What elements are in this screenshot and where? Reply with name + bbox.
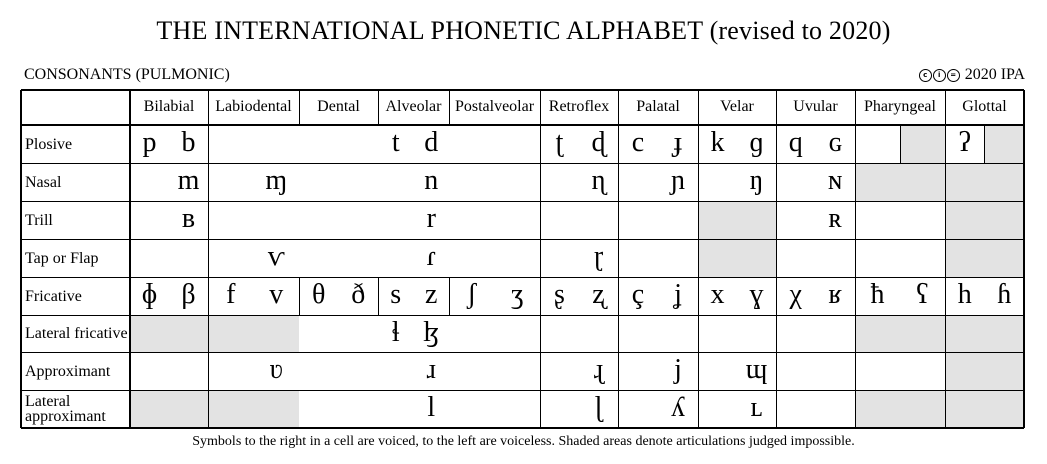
- chart-footnote: Symbols to the right in a cell are voiced, to the left are voiceless. Shaded areas denote articulations judged impossible.: [192, 434, 855, 449]
- voiced-symbol: ʀ: [828, 203, 843, 234]
- voiced-symbol: ɹ: [426, 354, 436, 385]
- voiced-symbol: m: [177, 165, 200, 196]
- voiced-symbol: ɮ: [423, 317, 440, 348]
- voiceless-symbol: ɬ: [391, 317, 400, 348]
- creative-commons-icon: c i =: [919, 69, 960, 82]
- impossible-articulation-shade: [985, 125, 1025, 163]
- voiced-symbol: d: [424, 127, 439, 158]
- grid-line: [129, 90, 131, 428]
- voiced-symbol: ʁ: [828, 279, 843, 310]
- impossible-articulation-shade: [945, 201, 1024, 239]
- copyright-notice: [919, 66, 1025, 84]
- row-label-nasal: Nasal: [25, 173, 62, 191]
- column-header-labiodental: Labiodental: [215, 98, 292, 115]
- grid-line: [21, 277, 1024, 278]
- impossible-articulation-shade: [945, 163, 1024, 201]
- voiceless-symbol: ʈ: [555, 127, 564, 158]
- voiced-symbol: z: [425, 279, 438, 310]
- row-label-approximant: Approximant: [25, 362, 111, 380]
- grid-line: [21, 390, 1024, 391]
- impossible-articulation-shade: [698, 201, 776, 239]
- column-header-pharyngeal: Pharyngeal: [864, 98, 936, 115]
- voiced-symbol: r: [426, 203, 436, 234]
- column-header-dental: Dental: [317, 98, 360, 115]
- impossible-articulation-shade: [208, 390, 299, 428]
- grid-line: [21, 124, 1024, 126]
- voiced-symbol: ʒ: [511, 279, 524, 310]
- grid-line: [378, 277, 379, 315]
- impossible-articulation-shade: [855, 390, 945, 428]
- row-label-fricative: Fricative: [25, 287, 82, 305]
- impossible-articulation-shade: [945, 390, 1024, 428]
- grid-line: [21, 89, 1024, 91]
- voiceless-symbol: s: [390, 279, 402, 310]
- impossible-articulation-shade: [945, 352, 1024, 390]
- voiced-symbol: ʙ: [181, 203, 196, 234]
- impossible-articulation-shade: [130, 315, 208, 352]
- grid-line: [21, 427, 1024, 429]
- impossible-articulation-shade: [208, 315, 299, 352]
- grid-line: [299, 90, 300, 125]
- voiced-symbol: ɴ: [828, 165, 843, 196]
- grid-line: [945, 90, 946, 428]
- grid-line: [1023, 90, 1025, 428]
- voiced-symbol: ɰ: [745, 354, 768, 385]
- voiced-symbol: ɾ: [426, 241, 436, 272]
- grid-line: [984, 125, 985, 163]
- voiceless-symbol: χ: [789, 279, 802, 310]
- voiced-symbol: ɦ: [997, 279, 1012, 310]
- voiced-symbol: β: [181, 279, 196, 310]
- column-header-velar: Velar: [720, 98, 754, 115]
- column-header-bilabial: Bilabial: [143, 98, 195, 115]
- voiceless-symbol: θ: [312, 279, 326, 310]
- voiced-symbol: n: [424, 165, 439, 196]
- voiced-symbol: ɡ: [749, 127, 764, 158]
- row-label-trill: Trill: [25, 211, 53, 229]
- row-label-plosive: Plosive: [25, 135, 73, 153]
- grid-line: [855, 90, 856, 428]
- row-label-lateral-approximant: Lateral approximant: [25, 393, 106, 425]
- grid-line: [618, 90, 619, 428]
- voiceless-symbol: ç: [631, 279, 645, 310]
- voiced-symbol: ʐ: [592, 279, 605, 310]
- voiced-symbol: ʎ: [671, 392, 685, 423]
- grid-line: [698, 90, 699, 428]
- voiced-symbol: j: [674, 354, 682, 385]
- column-header-alveolar: Alveolar: [385, 98, 442, 115]
- grid-line: [21, 352, 1024, 353]
- impossible-articulation-shade: [900, 125, 945, 163]
- voiced-symbol: ɣ: [749, 279, 764, 310]
- voiced-symbol: l: [427, 392, 436, 423]
- impossible-articulation-shade: [855, 163, 945, 201]
- grid-line: [21, 315, 1024, 316]
- voiceless-symbol: x: [710, 279, 725, 310]
- section-subtitle: CONSONANTS (PULMONIC): [24, 66, 230, 83]
- voiced-symbol: v: [269, 279, 284, 310]
- voiceless-symbol: ʔ: [958, 127, 971, 158]
- voiced-symbol: ʟ: [750, 392, 763, 423]
- column-header-retroflex: Retroflex: [548, 98, 610, 115]
- voiced-symbol: ɲ: [671, 165, 685, 196]
- impossible-articulation-shade: [945, 239, 1024, 277]
- impossible-articulation-shade: [130, 390, 208, 428]
- grid-line: [299, 277, 300, 315]
- voiced-symbol: ɭ: [594, 392, 603, 423]
- voiceless-symbol: f: [226, 279, 236, 310]
- grid-line: [540, 90, 541, 428]
- grid-line: [20, 90, 22, 428]
- impossible-articulation-shade: [945, 315, 1024, 352]
- voiced-symbol: ɱ: [265, 165, 288, 196]
- voiceless-symbol: ɸ: [141, 279, 158, 310]
- grid-line: [776, 90, 777, 428]
- grid-line: [449, 90, 450, 125]
- voiceless-symbol: p: [142, 127, 157, 158]
- column-header-palatal: Palatal: [636, 98, 680, 115]
- voiced-symbol: ɖ: [591, 127, 606, 158]
- voiced-symbol: ɻ: [593, 354, 604, 385]
- voiceless-symbol: ʃ: [467, 279, 477, 310]
- voiceless-symbol: ħ: [870, 279, 885, 310]
- voiced-symbol: ⱱ: [267, 241, 285, 272]
- grid-line: [378, 90, 379, 125]
- grid-line: [21, 163, 1024, 164]
- chart-title: THE INTERNATIONAL PHONETIC ALPHABET (revised to 2020): [156, 16, 891, 45]
- grid-line: [208, 90, 209, 428]
- voiced-symbol: b: [181, 127, 196, 158]
- grid-line: [449, 277, 450, 315]
- voiced-symbol: ŋ: [749, 165, 764, 196]
- voiced-symbol: ʝ: [674, 279, 682, 310]
- voiceless-symbol: k: [710, 127, 725, 158]
- copyright-text: 2020 IPA: [964, 66, 1025, 83]
- grid-line: [900, 125, 901, 163]
- grid-line: [21, 201, 1024, 202]
- impossible-articulation-shade: [855, 315, 945, 352]
- voiced-symbol: ɟ: [673, 127, 683, 158]
- voiceless-symbol: ʂ: [554, 279, 565, 310]
- voiced-symbol: ɢ: [828, 127, 842, 158]
- column-header-postalveolar: Postalveolar: [454, 98, 535, 115]
- voiceless-symbol: h: [957, 279, 972, 310]
- row-label-lateral-fricative: Lateral fricative: [25, 325, 128, 342]
- column-header-glottal: Glottal: [962, 98, 1007, 115]
- voiced-symbol: ʕ: [916, 279, 929, 310]
- voiceless-symbol: t: [391, 127, 400, 158]
- impossible-articulation-shade: [698, 239, 776, 277]
- grid-line: [21, 239, 1024, 240]
- voiced-symbol: ɽ: [593, 241, 604, 272]
- voiceless-symbol: q: [788, 127, 803, 158]
- voiced-symbol: ɳ: [591, 165, 606, 196]
- voiced-symbol: ʋ: [269, 354, 283, 385]
- voiceless-symbol: c: [631, 127, 645, 158]
- column-header-uvular: Uvular: [793, 98, 838, 115]
- consonant-chart: [21, 90, 1024, 428]
- voiced-symbol: ð: [351, 279, 366, 310]
- row-label-tap-or-flap: Tap or Flap: [25, 249, 99, 267]
